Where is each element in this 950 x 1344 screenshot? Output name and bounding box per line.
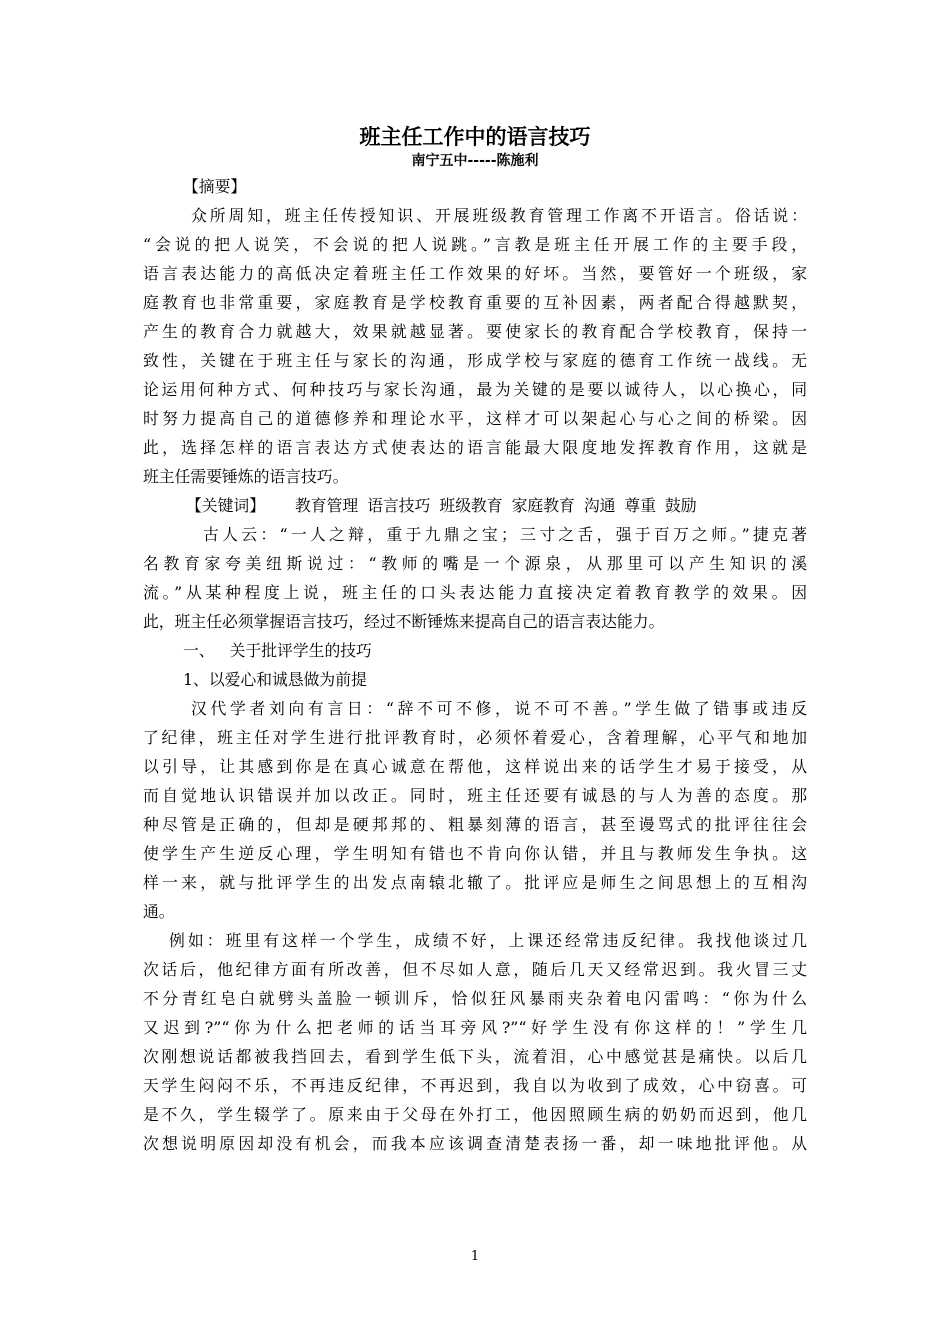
abstract-line: 班主任需要锤炼的语言技巧。 [143,467,349,486]
intro-line: 此，班主任必须掌握语言技巧，经过不断锤炼来提高自己的语言表达能力。 [143,612,665,631]
keyword: 沟通 [583,496,616,515]
abstract-line: 产生的教育合力就越大，效果就越显著。要使家长的教育配合学校教育，保持一 [143,322,807,341]
intro-paragraph [143,520,807,636]
keyword: 教育管理 [295,496,359,515]
keyword: 尊重 [624,496,657,515]
paragraph-line: 了纪律，班主任对学生进行批评教育时，必须怀着爱心，含着理解，心平气和地加 [143,728,807,747]
abstract-line: 时努力提高自己的道德修养和理论水平，这样才可以架起心与心之间的桥梁。因 [143,409,807,428]
document-page [143,0,807,1344]
keyword: 班级教育 [439,496,503,515]
intro-line: 古人云：“一人之辩，重于九鼎之宝；三寸之舌，强于百万之师。”捷克著 [203,525,807,544]
abstract-label: 【摘要】 [183,177,247,196]
paragraph-line: 使学生产生逆反心理，学生明知有错也不肯向你认错，并且与教师发生争执。这 [143,844,807,863]
keyword: 家庭教育 [511,496,575,515]
intro-line: 流。”从某种程度上说，班主任的口头表达能力直接决定着教育教学的效果。因 [143,583,807,602]
document-title: 班主任工作中的语言技巧 [359,125,591,149]
paragraph-line: 是不久，学生辍学了。原来由于父母在外打工，他因照顾生病的奶奶而迟到，他几 [143,1105,807,1124]
paragraph-line: 以引导，让其感到你是在真心诚意在帮他，这样说出来的话学生才易于接受，从 [143,757,807,776]
subsection-heading: 1、以爱心和诚恳做为前提 [183,670,367,689]
abstract-line: 众所周知，班主任传授知识、开展班级教育管理工作离不开语言。俗话说： [191,206,807,225]
paragraph-line: 次想说明原因却没有机会，而我本应该调查清楚表扬一番，却一味地批评他。从 [143,1134,807,1153]
intro-line: 名教育家夸美纽斯说过：“教师的嘴是一个源泉，从那里可以产生知识的溪 [143,554,807,573]
paragraph-line: 通。 [143,902,175,921]
keyword: 语言技巧 [367,496,431,515]
paragraph-line: 而自觉地认识错误并加以改正。同时，班主任还要有诚恳的与人为善的态度。那 [143,786,807,805]
paragraph-line: 种尽管是正确的，但却是硬邦邦的、粗暴刻薄的语言，甚至谩骂式的批评往往会 [143,815,807,834]
paragraph-line: 样一来，就与批评学生的出发点南辕北辙了。批评应是师生之间思想上的互相沟 [143,873,807,892]
section-heading: 一、 关于批评学生的技巧 [183,641,372,660]
abstract-paragraph [143,201,807,491]
abstract-line: 庭教育也非常重要，家庭教育是学校教育重要的互补因素，两者配合得越默契， [143,293,807,312]
paragraph-line: 又迟到?”“你为什么把老师的话当耳旁风?”“好学生没有你这样的！”学生几 [143,1018,807,1037]
document-author: 南宁五中-----陈施利 [411,153,539,169]
body-paragraph [143,694,807,926]
document-body [143,172,807,1158]
paragraph-line: 不分青红皂白就劈头盖脸一顿训斥，恰似狂风暴雨夹杂着电闪雷鸣：“你为什么 [143,989,807,1008]
paragraph-line: 例如：班里有这样一个学生，成绩不好，上课还经常违反纪律。我找他谈过几 [169,931,807,950]
abstract-line: 语言表达能力的高低决定着班主任工作效果的好坏。当然，要管好一个班级，家 [143,264,807,283]
paragraph-line: 次话后，他纪律方面有所改善，但不尽如人意，随后几天又经常迟到。我火冒三丈 [143,960,807,979]
abstract-line: 致性，关键在于班主任与家长的沟通，形成学校与家庭的德育工作统一战线。无 [143,351,807,370]
paragraph-line: 天学生闷闷不乐，不再违反纪律，不再迟到，我自以为收到了成效，心中窃喜。可 [143,1076,807,1095]
abstract-line: 论运用何种方式、何种技巧与家长沟通，最为关键的是要以诚待人，以心换心，同 [143,380,807,399]
keywords-line [143,491,807,520]
body-paragraph [143,926,807,1158]
paragraph-line: 汉代学者刘向有言日：“辞不可不修，说不可不善。”学生做了错事或违反 [191,699,807,718]
abstract-line: “会说的把人说笑，不会说的把人说跳。”言教是班主任开展工作的主要手段， [143,235,807,254]
keyword: 鼓励 [665,496,697,515]
paragraph-line: 次刚想说话都被我挡回去，看到学生低下头，流着泪，心中感觉甚是痛快。以后几 [143,1047,807,1066]
keywords-label: 【关键词】 [186,496,265,515]
abstract-line: 此，选择怎样的语言表达方式使表达的语言能最大限度地发挥教育作用，这就是 [143,438,807,457]
page-number: 1 [470,1249,480,1264]
